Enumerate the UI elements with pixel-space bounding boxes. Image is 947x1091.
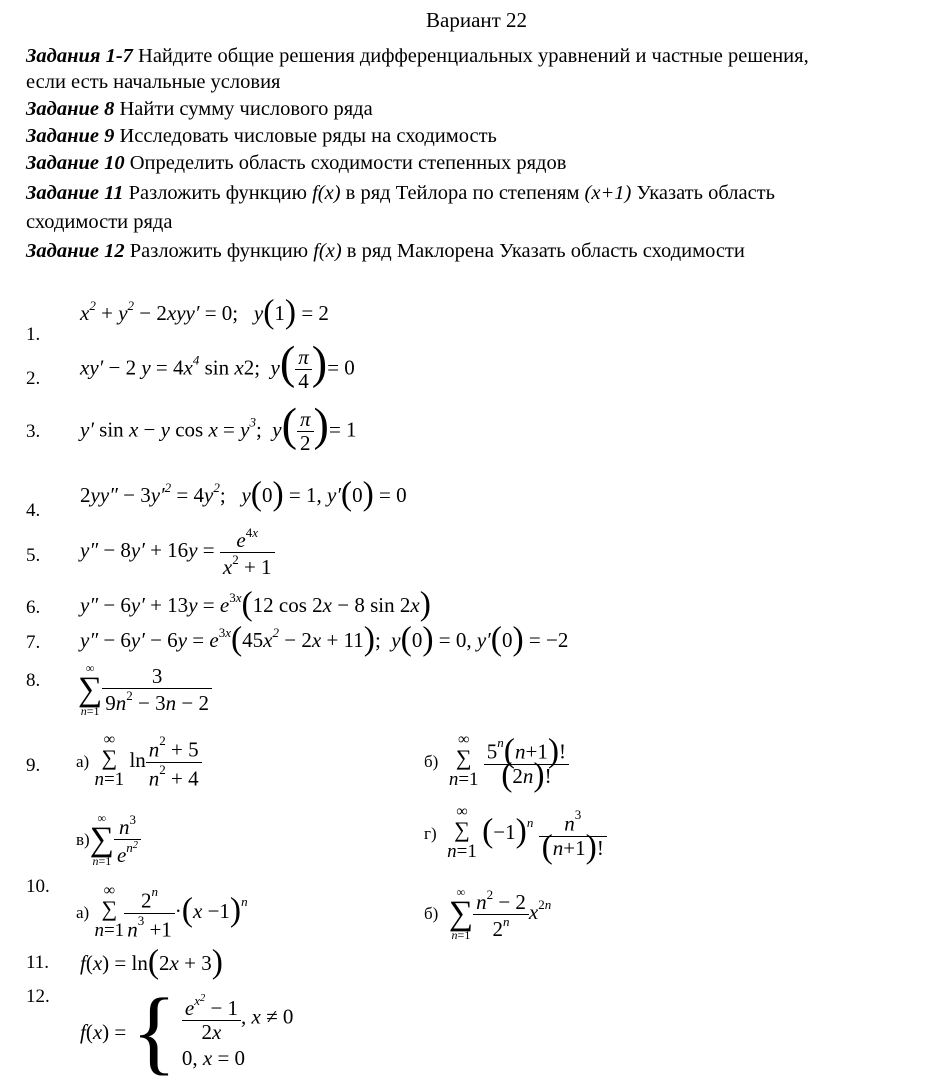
problem-number-11: 11. (26, 952, 50, 973)
series-9g: г) ∞ ∑ n=1 $(-1)^n$ $\frac{n^3}{(n+1)!}$ (424, 805, 607, 863)
function-12: f(x) = { $\frac{e^{x^2} - 1}{2x}$ , x ≠ 0 0, x = 0 (80, 980, 294, 1084)
equation-2: xy′ − 2 $y = 4x^4$ sin x2; y( $\frac{\pi}{4}$ )= 0 (80, 337, 355, 394)
series-10b: б) ∞ ∑ n=1 $\frac{n^2 - 2}{2^n}$ $x^{2n}$ (424, 885, 552, 942)
problem-number-9: 9. (26, 755, 41, 776)
task-9-text: Исследовать числовые ряды на сходимость (114, 125, 497, 147)
task-8-label: Задание 8 (26, 98, 115, 120)
task-1-7-label: Задания 1-7 (26, 45, 133, 67)
task-10-line (26, 151, 566, 175)
problem-number-12: 12. (26, 986, 50, 1007)
equation-7: $y'' - 6y' - 6y = e^{3x}(45x^2 - 2x + 11)$; y(0) = 0, y′(0) = −2 (80, 620, 569, 658)
task-11-text-continued: сходимости ряда (26, 211, 173, 233)
task-11-power: (x+1) (584, 182, 632, 204)
task-1-7-text-continued: если есть начальные условия (26, 71, 281, 93)
problem-number-5: 5. (26, 545, 41, 566)
equation-5: y″ − 8y′ + 16y = $\frac{e^{4x}}{x^2 + 1}$ (80, 526, 275, 579)
equation-1: $x^2 + y^2 - 2xyy' = 0$; y(1) = 2 (80, 293, 329, 331)
equation-6: $y'' - 6y' + 13y = e^{3x}(12$ cos 2x − 8 sin 2x) (80, 585, 431, 623)
problem-number-7: 7. (26, 632, 41, 653)
task-9-label: Задание 9 (26, 125, 115, 147)
page-title: Вариант 22 (426, 8, 528, 32)
task-8-line (26, 97, 373, 121)
problem-number-1: 1. (26, 324, 41, 345)
task-1-7-text: Найдите общие решения дифференциальных уравнений и частные решения, (132, 45, 809, 67)
equation-4: $2yy'' - 3y'^2 = 4y^2$; y(0) = 1, y′(0) = 0 (80, 475, 407, 513)
problem-number-10: 10. (26, 876, 50, 897)
equation-3: y′ sin x − y $\cos x = y^3$; y( $\frac{\pi}{2}$ )= 1 (80, 399, 357, 456)
task-11-label: Задание 11 (26, 182, 124, 204)
task-12-func: f(x) (313, 240, 342, 262)
problem-number-4: 4. (26, 500, 41, 521)
task-9-line (26, 124, 497, 148)
task-11-text-c: Указать область (631, 182, 775, 204)
sub-label-v: в) (76, 829, 90, 849)
sub-label-a-10: а) (76, 902, 90, 922)
task-12-text-a: Разложить функцию (124, 240, 314, 262)
sub-label-b-10: б) (424, 903, 439, 923)
series-9b: б) ∞ ∑ n=1 $\frac{5^n(n+1)!}{(2n)!}$ (424, 733, 569, 791)
sub-label-g: г) (424, 823, 437, 843)
task-10-label: Задание 10 (26, 152, 125, 174)
task-10-text: Определить область сходимости степенных рядов (124, 152, 567, 174)
series-9v: в) ∞ ∑ n=1 $\frac{n^3}{e^{n^2}}$ (76, 812, 141, 868)
series-8: ∞ ∑ n=1 $\frac{3}{9n^2 - 3n - 2}$ (78, 662, 212, 718)
problem-number-6: 6. (26, 597, 41, 618)
problem-number-3: 3. (26, 421, 41, 442)
problem-number-2: 2. (26, 368, 41, 389)
series-10a: а) ∞ ∑ n=1 $\frac{2^n}{n^3 +1}$ $\cdot(x -1)^n$ (76, 882, 248, 942)
task-8-text: Найти сумму числового ряда (114, 98, 373, 120)
task-12-text-b: в ряд Маклорена Указать область сходимости (341, 240, 745, 262)
task-11-text-a: Разложить функцию (123, 182, 313, 204)
task-11-text-b: в ряд Тейлора по степеням (340, 182, 585, 204)
task-12-label: Задание 12 (26, 240, 125, 262)
sub-label-b: б) (424, 751, 439, 771)
problem-number-8: 8. (26, 670, 41, 691)
task-11-line (26, 181, 775, 205)
series-9a: а) ∞ ∑ n=1 ln $\frac{n^2 + 5}{n^2 + 4}$ (76, 733, 202, 791)
task-11-func: f(x) (312, 182, 341, 204)
function-11: f(x) = ln(2x + 3) (80, 943, 223, 981)
task-1-7-line (26, 44, 809, 68)
sub-label-a: а) (76, 751, 90, 771)
task-12-line (26, 239, 745, 263)
